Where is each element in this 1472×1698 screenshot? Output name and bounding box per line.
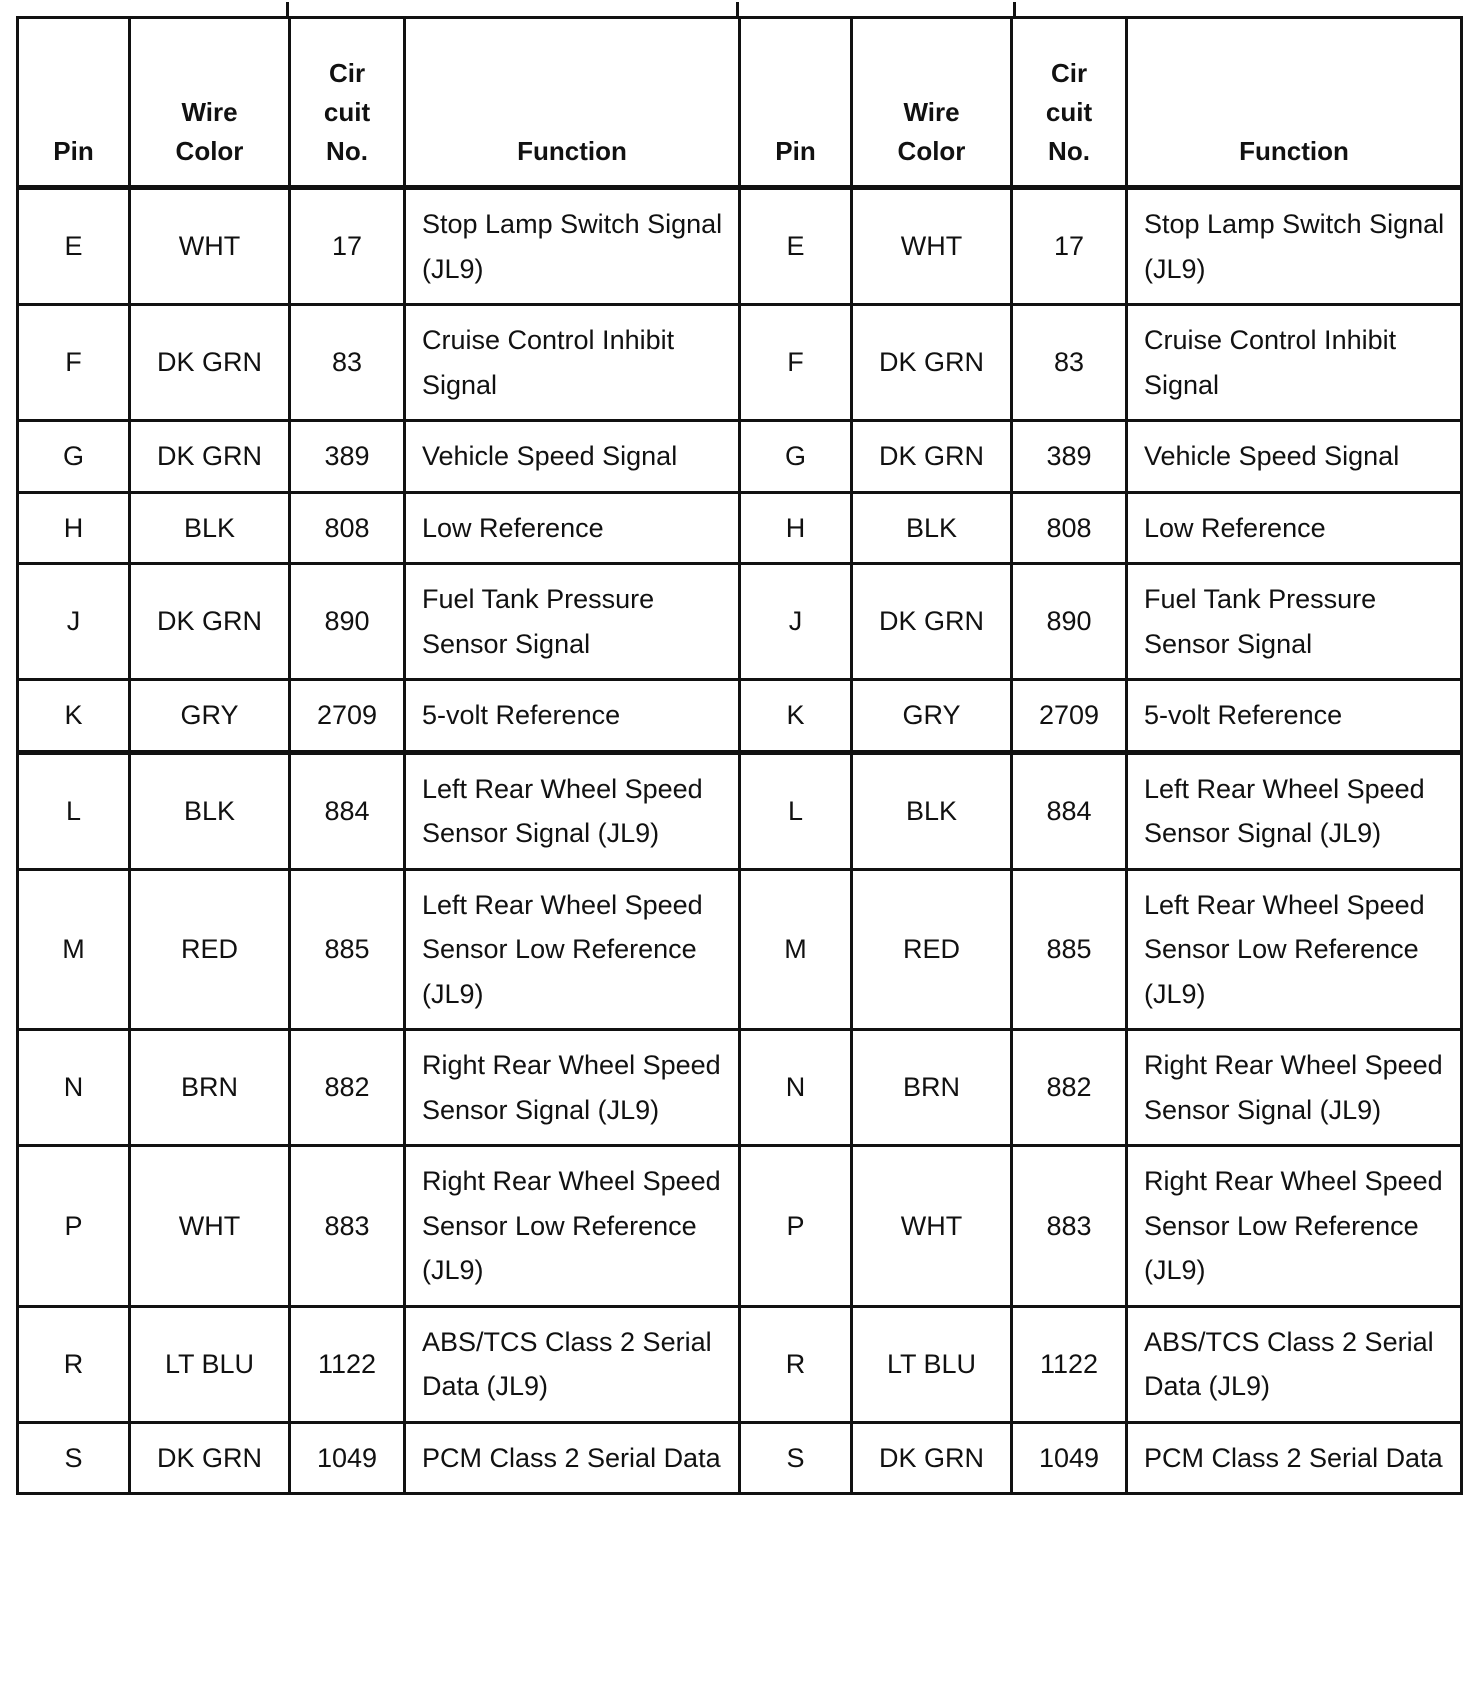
pin-cell: N — [18, 1030, 130, 1146]
connector-pinout-table — [16, 16, 1463, 1495]
wire-color-cell: BLK — [852, 752, 1012, 869]
pin-header: Pin — [18, 18, 130, 188]
circuit-cell: 17 — [1012, 188, 1127, 305]
wire-color-cell: DK GRN — [852, 1422, 1012, 1494]
pin-cell: G — [18, 421, 130, 493]
wire-color-cell: RED — [852, 869, 1012, 1030]
pin-cell: R — [18, 1306, 130, 1422]
wire-color-cell: DK GRN — [130, 1422, 290, 1494]
circuit-cell: 808 — [290, 492, 405, 564]
wire-color-cell: DK GRN — [852, 305, 1012, 421]
table-row — [18, 564, 1462, 680]
function-cell: Low Reference — [1127, 492, 1462, 564]
wire-color-header: Wire Color — [130, 18, 290, 188]
function-cell: Right Rear Wheel Speed Sensor Low Reference (JL9) — [405, 1146, 740, 1307]
header-row — [18, 18, 1462, 188]
table-row — [18, 492, 1462, 564]
table-row — [18, 1030, 1462, 1146]
circuit-cell: 1049 — [290, 1422, 405, 1494]
wire-color-cell: BRN — [852, 1030, 1012, 1146]
pin-cell: S — [18, 1422, 130, 1494]
circuit-cell: 389 — [1012, 421, 1127, 493]
circuit-cell: 1122 — [1012, 1306, 1127, 1422]
circuit-cell: 808 — [1012, 492, 1127, 564]
top-tick — [286, 2, 289, 16]
pin-cell: E — [18, 188, 130, 305]
circuit-number-header: Cir cuit No. — [1012, 18, 1127, 188]
circuit-cell: 882 — [290, 1030, 405, 1146]
wire-color-cell: BLK — [852, 492, 1012, 564]
pin-cell: L — [18, 752, 130, 869]
function-cell: PCM Class 2 Serial Data — [1127, 1422, 1462, 1494]
pin-header: Pin — [740, 18, 852, 188]
function-cell: 5-volt Reference — [1127, 680, 1462, 753]
function-cell: ABS/TCS Class 2 Serial Data (JL9) — [405, 1306, 740, 1422]
pin-cell: F — [18, 305, 130, 421]
pin-cell: S — [740, 1422, 852, 1494]
circuit-cell: 884 — [1012, 752, 1127, 869]
pin-cell: H — [18, 492, 130, 564]
function-cell: Cruise Control Inhibit Signal — [405, 305, 740, 421]
wire-color-cell: BLK — [130, 492, 290, 564]
wire-color-cell: WHT — [852, 188, 1012, 305]
table-row — [18, 869, 1462, 1030]
circuit-cell: 1049 — [1012, 1422, 1127, 1494]
function-cell: PCM Class 2 Serial Data — [405, 1422, 740, 1494]
function-cell: Fuel Tank Pressure Sensor Signal — [1127, 564, 1462, 680]
function-cell: Right Rear Wheel Speed Sensor Low Reference (JL9) — [1127, 1146, 1462, 1307]
pin-cell: G — [740, 421, 852, 493]
function-cell: ABS/TCS Class 2 Serial Data (JL9) — [1127, 1306, 1462, 1422]
function-cell: Vehicle Speed Signal — [405, 421, 740, 493]
wire-color-cell: GRY — [852, 680, 1012, 753]
function-cell: Right Rear Wheel Speed Sensor Signal (JL9) — [405, 1030, 740, 1146]
wire-color-cell: LT BLU — [130, 1306, 290, 1422]
function-cell: Cruise Control Inhibit Signal — [1127, 305, 1462, 421]
circuit-cell: 885 — [290, 869, 405, 1030]
table-row — [18, 752, 1462, 869]
wire-color-cell: DK GRN — [130, 305, 290, 421]
function-cell: Left Rear Wheel Speed Sensor Signal (JL9) — [405, 752, 740, 869]
wire-color-cell: DK GRN — [852, 564, 1012, 680]
circuit-cell: 883 — [290, 1146, 405, 1307]
table-row — [18, 188, 1462, 305]
wire-color-cell: LT BLU — [852, 1306, 1012, 1422]
function-cell: Left Rear Wheel Speed Sensor Low Reference (JL9) — [1127, 869, 1462, 1030]
circuit-number-header: Cir cuit No. — [290, 18, 405, 188]
circuit-cell: 1122 — [290, 1306, 405, 1422]
table-row — [18, 680, 1462, 753]
wire-color-cell: DK GRN — [130, 421, 290, 493]
wire-color-cell: WHT — [130, 188, 290, 305]
wire-color-cell: WHT — [852, 1146, 1012, 1307]
pin-cell: F — [740, 305, 852, 421]
pin-cell: J — [740, 564, 852, 680]
function-cell: Right Rear Wheel Speed Sensor Signal (JL9) — [1127, 1030, 1462, 1146]
circuit-cell: 83 — [290, 305, 405, 421]
function-cell: 5-volt Reference — [405, 680, 740, 753]
circuit-cell: 2709 — [290, 680, 405, 753]
circuit-cell: 389 — [290, 421, 405, 493]
wire-color-cell: DK GRN — [130, 564, 290, 680]
table-row — [18, 305, 1462, 421]
wire-color-cell: BLK — [130, 752, 290, 869]
pin-cell: L — [740, 752, 852, 869]
pin-cell: P — [18, 1146, 130, 1307]
top-tick — [1013, 2, 1016, 16]
function-cell: Left Rear Wheel Speed Sensor Signal (JL9) — [1127, 752, 1462, 869]
pinout-page — [16, 16, 1463, 1495]
wire-color-cell: DK GRN — [852, 421, 1012, 493]
circuit-cell: 884 — [290, 752, 405, 869]
function-cell: Left Rear Wheel Speed Sensor Low Reference (JL9) — [405, 869, 740, 1030]
pin-cell: K — [18, 680, 130, 753]
function-cell: Low Reference — [405, 492, 740, 564]
function-cell: Vehicle Speed Signal — [1127, 421, 1462, 493]
wire-color-cell: WHT — [130, 1146, 290, 1307]
circuit-cell: 885 — [1012, 869, 1127, 1030]
circuit-cell: 2709 — [1012, 680, 1127, 753]
top-tick — [736, 2, 739, 16]
pin-cell: K — [740, 680, 852, 753]
wire-color-header: Wire Color — [852, 18, 1012, 188]
circuit-cell: 890 — [1012, 564, 1127, 680]
pin-cell: H — [740, 492, 852, 564]
table-row — [18, 1306, 1462, 1422]
pin-cell: P — [740, 1146, 852, 1307]
pin-cell: N — [740, 1030, 852, 1146]
pin-cell: E — [740, 188, 852, 305]
table-row — [18, 421, 1462, 493]
circuit-cell: 890 — [290, 564, 405, 680]
function-cell: Fuel Tank Pressure Sensor Signal — [405, 564, 740, 680]
circuit-cell: 17 — [290, 188, 405, 305]
function-cell: Stop Lamp Switch Signal (JL9) — [1127, 188, 1462, 305]
pin-cell: J — [18, 564, 130, 680]
wire-color-cell: RED — [130, 869, 290, 1030]
circuit-cell: 883 — [1012, 1146, 1127, 1307]
pin-cell: M — [18, 869, 130, 1030]
pin-cell: R — [740, 1306, 852, 1422]
circuit-cell: 83 — [1012, 305, 1127, 421]
function-header: Function — [405, 18, 740, 188]
table-row — [18, 1422, 1462, 1494]
function-header: Function — [1127, 18, 1462, 188]
function-cell: Stop Lamp Switch Signal (JL9) — [405, 188, 740, 305]
wire-color-cell: BRN — [130, 1030, 290, 1146]
table-row — [18, 1146, 1462, 1307]
wire-color-cell: GRY — [130, 680, 290, 753]
circuit-cell: 882 — [1012, 1030, 1127, 1146]
pin-cell: M — [740, 869, 852, 1030]
